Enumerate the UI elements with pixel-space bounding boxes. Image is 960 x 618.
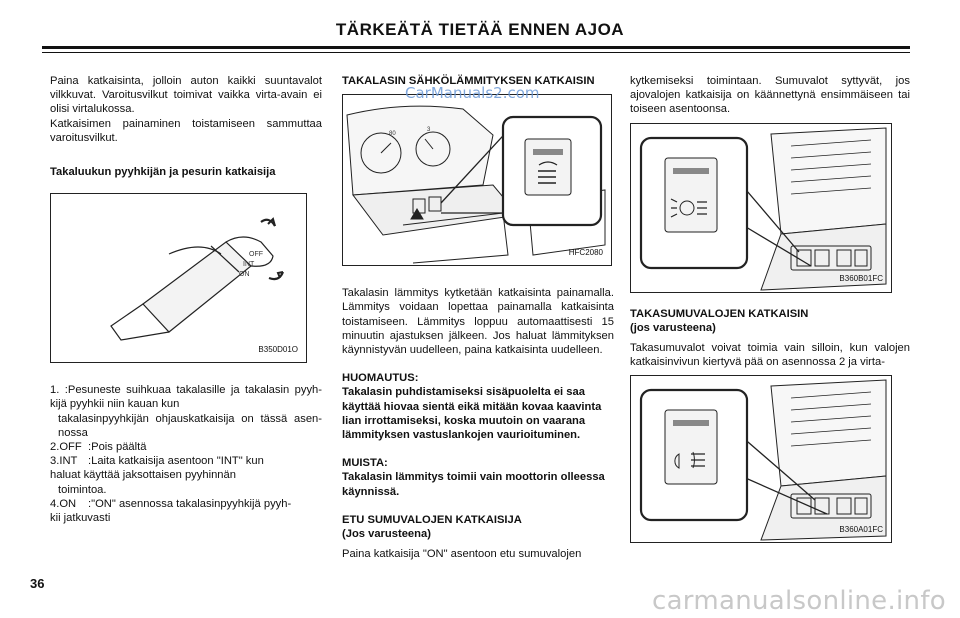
svg-text:OFF: OFF [249, 251, 263, 259]
svg-text:3: 3 [427, 127, 431, 134]
front-fog-switch-illustration [631, 124, 891, 292]
section-heading-rear-wiper: Takaluukun pyyhkijän ja pesurin katkaisija [50, 166, 276, 179]
section-heading-rear-defroster: TAKALASIN SÄHKÖLÄMMITYKSEN KATKAISIN [342, 75, 595, 87]
front-fog-body-cont: kytkemiseksi toimintaan. Sumuvalot syttyvät, jos ajovalojen katkaisija on käännettynä ensimmäiseen tai toiseen asentoonsa. [630, 75, 910, 116]
svg-text:ON: ON [239, 271, 250, 279]
figure-front-fog-switch [630, 123, 892, 293]
note-title: HUOMAUTUS: [342, 372, 419, 385]
front-fog-body: Paina katkaisija "ON" asentoon etu sumuvalojen [342, 548, 582, 561]
svg-text:INT: INT [243, 261, 255, 269]
note-body: Takalasin puhdistamiseksi sisäpuolelta ei saa käyttää hiovaa sientä eikä mitään kovaa kaavinta lian irrottamiseksi, koska muutoin on vaarana lämmityksen vastuslankojen vaurioituminen. [342, 386, 602, 442]
figure-rear-fog-switch [630, 375, 892, 543]
page-header: TÄRKEÄTÄ TIETÄÄ ENNEN AJOA [335, 20, 625, 39]
figure-code: HFC2080 [568, 248, 603, 257]
footer-site-link[interactable]: carmanualsonline.info [651, 586, 946, 616]
rear-fog-switch-illustration [631, 376, 891, 542]
rear-fog-body: Takasumuvalot voivat toimia vain silloin, kun valojen katkaisinvivun kiertyvä pää on asennossa 2 ja virta- [630, 342, 910, 369]
item-3-cont-2: toimintoa. [58, 483, 107, 496]
wiper-stalk-illustration [51, 194, 306, 362]
header-rule-thin [42, 52, 910, 53]
column-left [50, 74, 322, 525]
rear-fog-sub: (jos varusteena) [630, 321, 716, 334]
memo-body: Takalasin lämmitys toimii vain moottorin olleessa käynnissä. [342, 471, 605, 498]
intro-paragraph: Paina katkaisinta, jolloin auton kaikki suuntavalot vilkkuvat. Varoitusvilkut toimivat vaikka virta-avain ei olisi virtalukossa. [50, 75, 322, 116]
intro-paragraph-2: Katkaisimen painaminen toistamiseen sammuttaa varoitusvilkut. [50, 117, 322, 144]
page-number: 36 [30, 576, 45, 591]
figure-code: B360B01FC [839, 274, 883, 284]
item-2: 2.OFF :Pois päältä [50, 441, 147, 454]
item-1-cont: takalasinpyyhkijän ohjauskatkaisija on tässä asen-nossa [58, 412, 322, 439]
item-4-cont: kii jatkuvasti [50, 512, 111, 525]
svg-text:80: 80 [389, 131, 396, 138]
figure-code: B360A01FC [839, 525, 883, 535]
column-right [630, 74, 910, 543]
item-4: 4.ON :"ON" asennossa takalasinpyyhkijä pyyh- [50, 497, 292, 510]
item-3: 3.INT :Laita katkaisija asentoon "INT" kun [50, 455, 264, 468]
watermark: CarManuals2.com [405, 84, 540, 102]
figure-rear-defroster [342, 94, 612, 266]
item-1: 1. :Pesuneste suihkuaa takalasille ja takalasin pyyh-kijä pyyhkii niin kauan kun [50, 384, 322, 411]
figure-rear-wiper-switch [50, 193, 307, 363]
front-fog-sub: (Jos varusteena) [342, 528, 431, 541]
defroster-body: Takalasin lämmitys kytketään katkaisinta painamalla. Lämmitys voidaan lopettaa painamalla katkaisinta toistamiseen. Lämmitys loppuu automaattisesti 15 minuutin ajastuksen jälkeen. Jos haluat lämmityksen käynnistyvän uudelleen, paina katkaisinta uudelleen. [342, 287, 614, 357]
dashboard-defroster-illustration [343, 95, 611, 265]
memo-title: MUISTA: [342, 457, 388, 470]
column-middle [342, 74, 614, 561]
section-heading-rear-fog: TAKASUMUVALOJEN KATKAISIN [630, 307, 809, 320]
section-heading-front-fog: ETU SUMUVALOJEN KATKAISIJA [342, 513, 522, 526]
item-3-cont: haluat käyttää jaksottaisen pyyhinnän [50, 469, 236, 482]
header-rule [42, 46, 910, 49]
figure-code: B350D01O [258, 345, 298, 355]
